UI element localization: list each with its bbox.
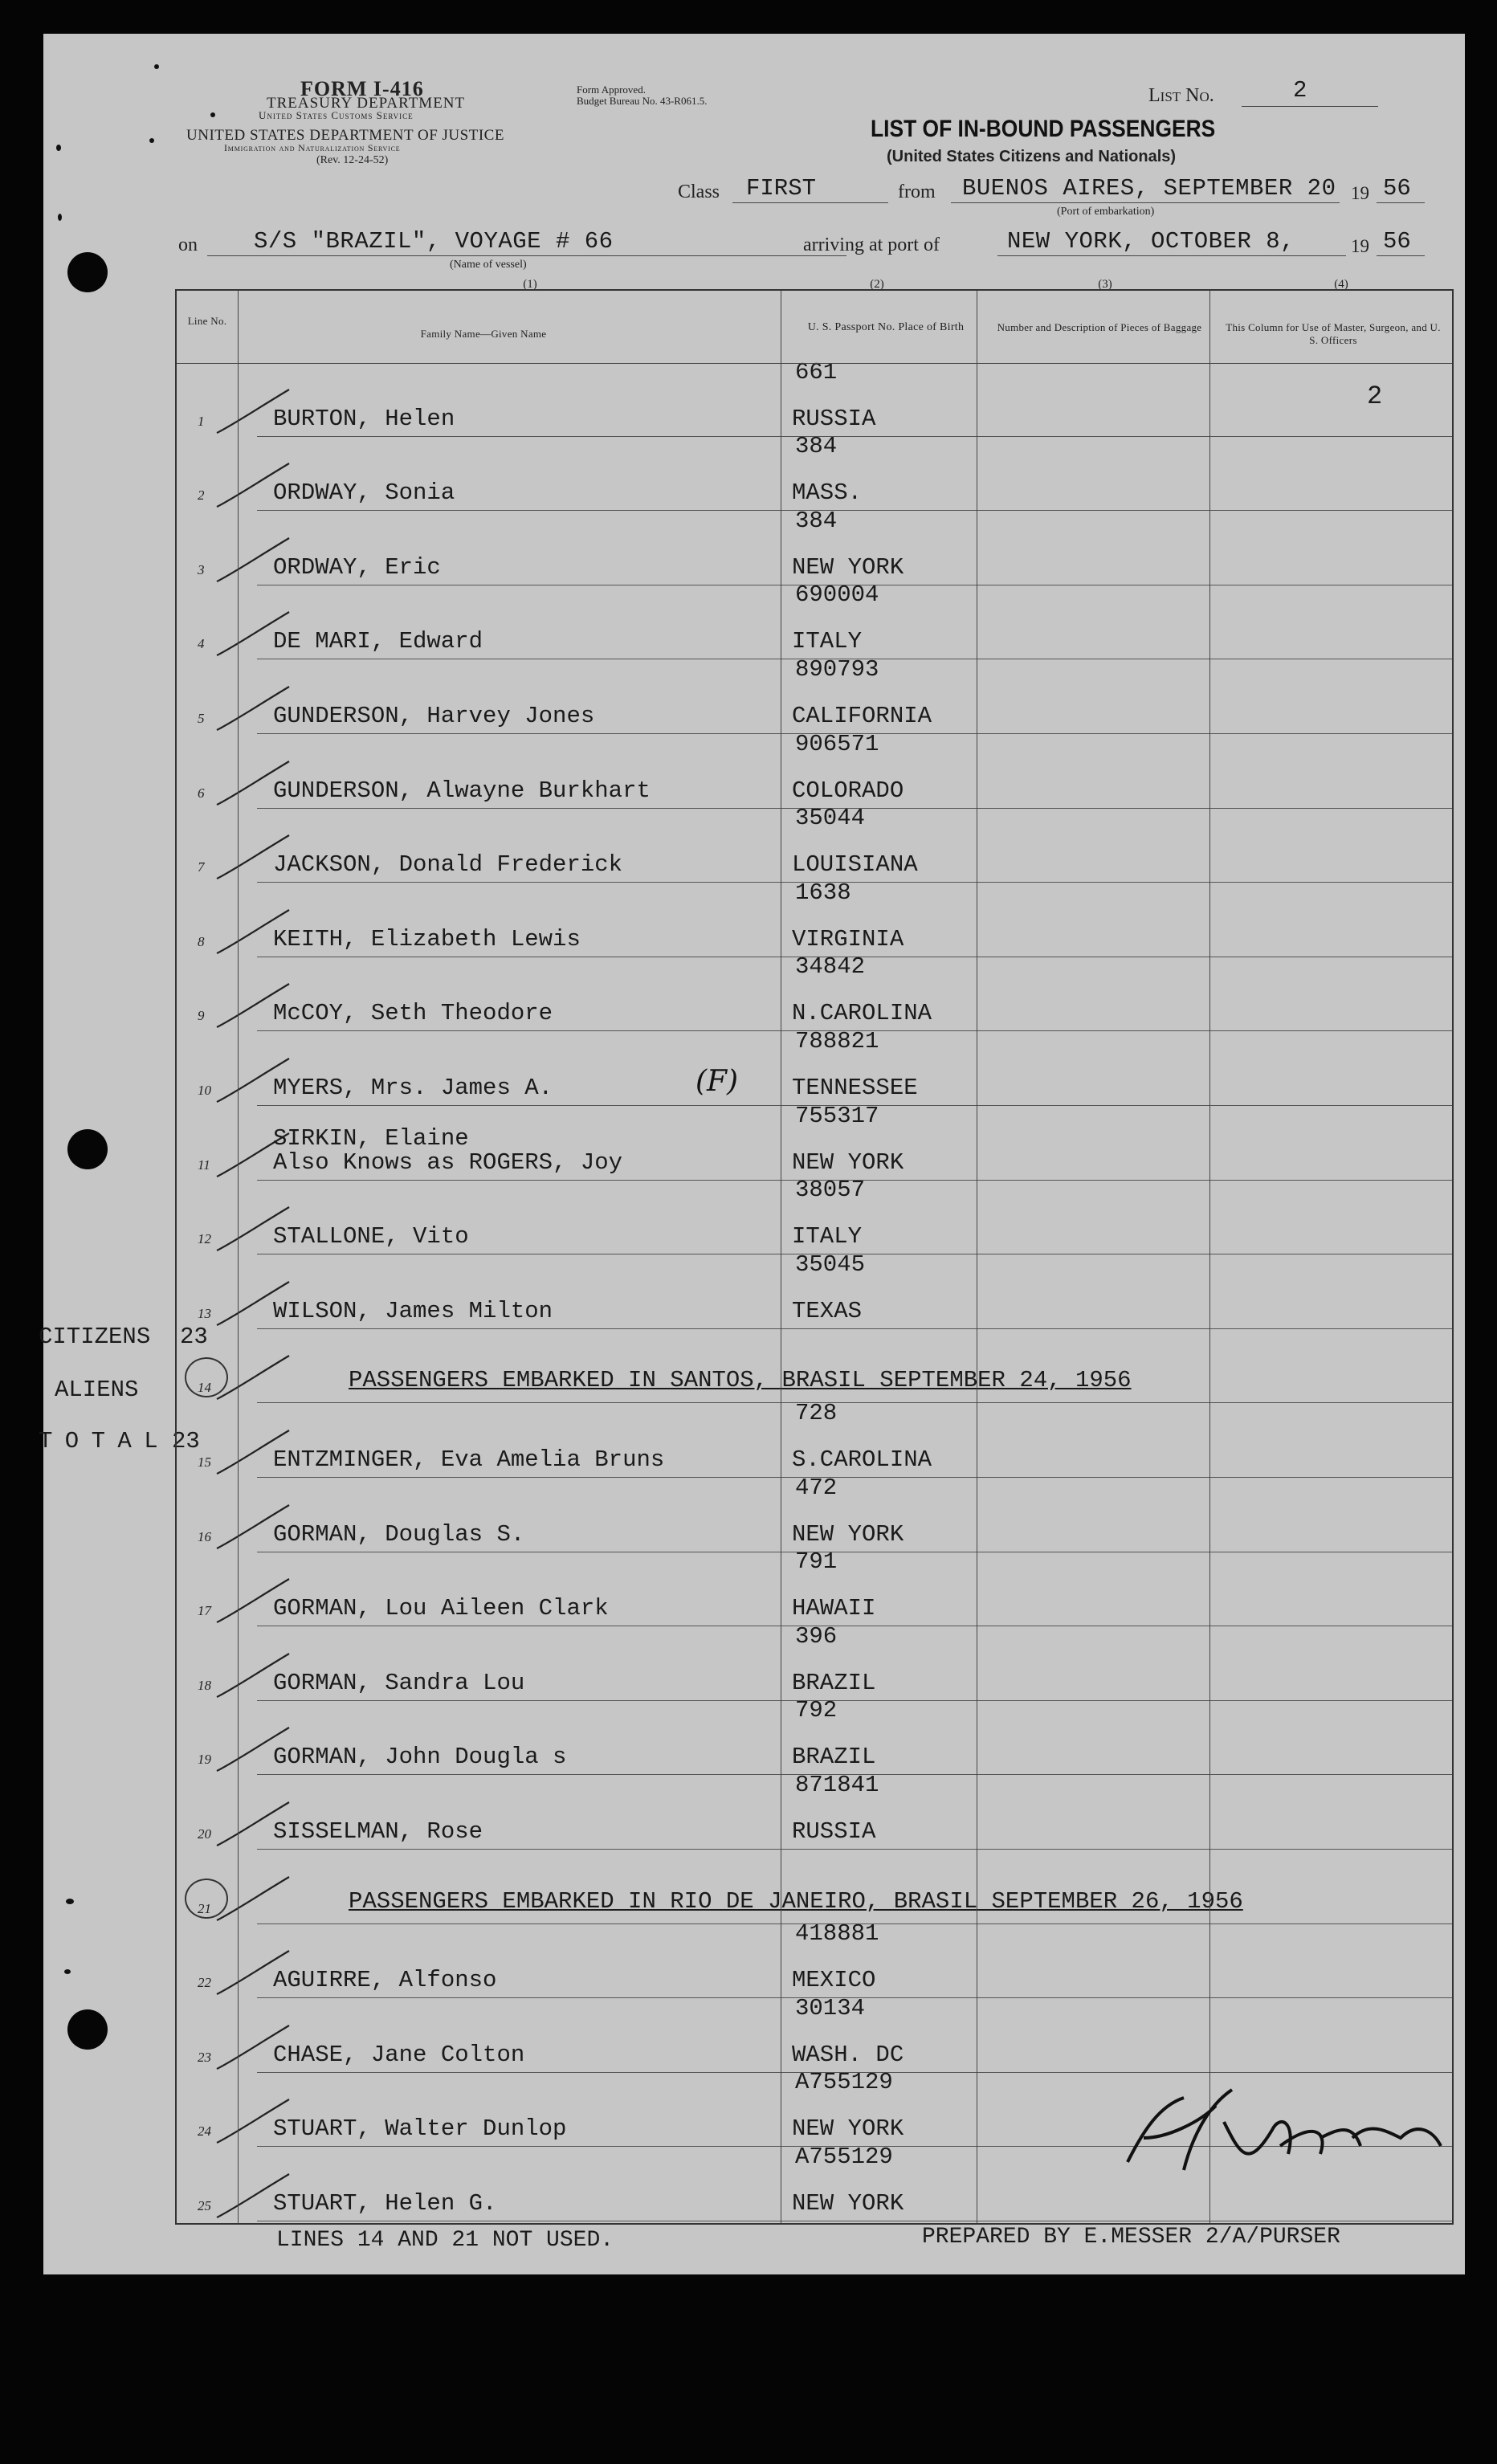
passport-number: A755129 [795, 2144, 893, 2170]
passenger-name: GUNDERSON, Harvey Jones [273, 702, 595, 729]
header-line-no: Line No. [187, 315, 227, 327]
line-number: 21 [198, 1900, 211, 1916]
table-row [177, 1920, 1452, 2000]
row-divider [257, 1477, 1452, 1478]
customs-service: United States Customs Service [259, 109, 414, 121]
treasury-dept: TREASURY DEPARTMENT [267, 95, 466, 112]
speck [66, 1899, 74, 1904]
header-passport: U. S. Passport No. Place of Birth [807, 321, 965, 333]
from-label: from [898, 182, 936, 202]
passport-number: 755317 [795, 1102, 879, 1129]
place-of-birth: NEW YORK [792, 1148, 904, 1176]
citizens-label: CITIZENS [39, 1324, 151, 1350]
form-approved: Form Approved. [577, 84, 646, 96]
passenger-name: SIRKIN, Elaine [273, 1124, 469, 1152]
place-of-birth: RUSSIA [792, 1817, 876, 1845]
section-heading: PASSENGERS EMBARKED IN SANTOS, BRASIL SEPTEMBER 24, 1956 [349, 1367, 1132, 1394]
line-number: 2 [198, 487, 205, 504]
col-num-2: (2) [870, 278, 884, 291]
table-row [177, 1850, 1452, 1925]
passenger-name: MYERS, Mrs. James A. [273, 1074, 553, 1101]
speck [64, 1969, 71, 1974]
passport-number: 418881 [795, 1920, 879, 1948]
passenger-name: JACKSON, Donald Frederick [273, 851, 623, 879]
from-year-line [1377, 202, 1425, 203]
line-number: 5 [198, 710, 205, 726]
passport-number: 871841 [795, 1772, 879, 1798]
table-row [177, 879, 1452, 958]
place-of-birth: S.CAROLINA [792, 1446, 932, 1473]
form-page [39, 34, 1465, 2274]
passenger-name: McCOY, Seth Theodore [273, 1000, 553, 1027]
place-of-birth: CALIFORNIA [792, 702, 932, 729]
signature [1112, 2074, 1449, 2186]
place-of-birth: WASH. DC [792, 2041, 904, 2068]
place-of-birth: BRAZIL [792, 1669, 876, 1696]
passenger-table [175, 289, 1454, 2225]
class-label: Class [678, 182, 720, 202]
table-row [177, 1102, 1452, 1181]
list-no-value: 2 [1293, 77, 1307, 104]
passenger-name: WILSON, James Milton [273, 1297, 553, 1324]
line-number: 17 [198, 1603, 211, 1619]
col-num-1: (1) [523, 278, 537, 291]
row-divider [257, 436, 1452, 437]
line-number: 24 [198, 2123, 211, 2140]
header-divider [177, 363, 1452, 364]
passport-number: 35045 [795, 1250, 866, 1278]
line-number: 22 [198, 1975, 211, 1991]
row-divider [257, 882, 1452, 883]
line-number: 16 [198, 1528, 211, 1544]
table-row [177, 1330, 1452, 1405]
line-number: 19 [198, 1752, 211, 1768]
circled-line-number [185, 1879, 228, 1919]
section-heading: PASSENGERS EMBARKED IN RIO DE JANEIRO, BRASIL SEPTEMBER 26, 1956 [349, 1887, 1243, 1915]
place-of-birth: LOUISIANA [792, 851, 918, 879]
passport-number: 792 [795, 1697, 838, 1724]
total-label: T O T A L [39, 1428, 157, 1454]
place-of-birth: TENNESSEE [792, 1074, 918, 1101]
speck [154, 64, 159, 69]
passport-number: 384 [795, 433, 838, 460]
table-row [177, 953, 1452, 1033]
line-number: 13 [198, 1305, 211, 1321]
col-divider [238, 291, 239, 2223]
punch-hole-bottom [67, 2009, 108, 2050]
passenger-name: GORMAN, Sandra Lou [273, 1669, 525, 1696]
passenger-name: KEITH, Elizabeth Lewis [273, 925, 581, 953]
vessel-line [207, 255, 846, 256]
list-title: LIST OF IN-BOUND PASSENGERS [871, 116, 1216, 142]
punch-hole-middle [67, 1129, 108, 1169]
passport-number: 34842 [795, 953, 866, 981]
passenger-name: ENTZMINGER, Eva Amelia Bruns [273, 1446, 665, 1473]
class-line [732, 202, 888, 203]
total-count: 23 [172, 1428, 200, 1454]
passenger-name: STALLONE, Vito [273, 1223, 469, 1250]
revision: (Rev. 12-24-52) [316, 154, 389, 166]
arriving-year-label: 19 [1351, 236, 1369, 256]
table-row [177, 1474, 1452, 1553]
table-row [177, 1028, 1452, 1107]
place-of-birth: ITALY [792, 628, 863, 655]
row-divider [257, 1700, 1452, 1701]
col-num-3: (3) [1098, 278, 1112, 291]
passenger-name: ORDWAY, Sonia [273, 479, 455, 507]
place-of-birth: NEW YORK [792, 2189, 904, 2217]
passport-number: 38057 [795, 1177, 866, 1204]
place-of-birth: NEW YORK [792, 2115, 904, 2143]
arriving-value: NEW YORK, OCTOBER 8, [1007, 228, 1295, 255]
line-number: 18 [198, 1677, 211, 1693]
list-no-line [1242, 106, 1378, 107]
passport-number: 890793 [795, 656, 879, 683]
table-row [177, 581, 1452, 661]
aliens-label: ALIENS [55, 1377, 139, 1403]
place-of-birth: TEXAS [792, 1297, 863, 1324]
passenger-name: AGUIRRE, Alfonso [273, 1967, 497, 1994]
passenger-name: GORMAN, Lou Aileen Clark [273, 1595, 609, 1622]
line-number: 4 [198, 636, 205, 652]
form-number: FORM I-416 [300, 77, 424, 100]
place-of-birth: COLORADO [792, 777, 904, 804]
place-of-birth: VIRGINIA [792, 925, 904, 953]
line-number: 20 [198, 1826, 211, 1842]
prepared-by: PREPARED BY E.MESSER 2/A/PURSER [922, 2225, 1340, 2250]
table-row [177, 805, 1452, 884]
table-row [177, 1250, 1452, 1330]
table-row [177, 433, 1452, 512]
header-baggage: Number and Description of Pieces of Baggage [997, 321, 1202, 333]
punch-hole-top [67, 252, 108, 292]
table-row [177, 358, 1452, 438]
on-label: on [178, 235, 198, 255]
passenger-name: CHASE, Jane Colton [273, 2041, 525, 2068]
port-embark-caption: (Port of embarkation) [1057, 206, 1155, 218]
header-officers: This Column for Use of Master, Surgeon, and U. S. Officers [1226, 321, 1441, 346]
speck [210, 112, 215, 117]
passport-number: A755129 [795, 2069, 893, 2096]
class-value: FIRST [746, 175, 817, 202]
place-of-birth: MASS. [792, 479, 863, 507]
passenger-name: STUART, Walter Dunlop [273, 2115, 567, 2143]
col-divider [1209, 291, 1210, 2223]
table-row [177, 1697, 1452, 1777]
line-number: 3 [198, 561, 205, 577]
table-row [177, 656, 1452, 735]
passport-number: 472 [795, 1474, 838, 1501]
line-number: 6 [198, 785, 205, 801]
passport-number: 30134 [795, 1994, 866, 2021]
line-number: 23 [198, 2049, 211, 2065]
place-of-birth: ITALY [792, 1223, 863, 1250]
table-row [177, 730, 1452, 810]
arriving-line [997, 255, 1346, 256]
row-divider [257, 510, 1452, 511]
vessel-caption: (Name of vessel) [450, 259, 527, 271]
passenger-name: GUNDERSON, Alwayne Burkhart [273, 777, 651, 804]
table-row [177, 507, 1452, 586]
table-row [177, 1177, 1452, 1256]
line-number: 9 [198, 1008, 205, 1024]
table-row [177, 1994, 1452, 2074]
table-row [177, 1622, 1452, 1702]
col-num-4: (4) [1334, 278, 1348, 291]
vessel-value: S/S "BRAZIL", VOYAGE # 66 [254, 228, 614, 255]
passport-number: 661 [795, 358, 838, 386]
arriving-year: 56 [1383, 228, 1411, 255]
arriving-label: arriving at port of [803, 235, 940, 255]
footer-note: LINES 14 AND 21 NOT USED. [276, 2228, 614, 2253]
speck [58, 214, 62, 221]
speck [56, 145, 61, 151]
place-of-birth: NEW YORK [792, 553, 904, 581]
list-subtitle: (United States Citizens and Nationals) [887, 148, 1177, 165]
row-divider [257, 1849, 1452, 1850]
line-number: 15 [198, 1454, 211, 1470]
passenger-name: BURTON, Helen [273, 405, 455, 432]
passport-number: 1638 [795, 879, 851, 906]
arriving-year-line [1377, 255, 1425, 256]
place-of-birth: MEXICO [792, 1967, 876, 1994]
table-row [177, 1548, 1452, 1628]
line-number: 14 [198, 1380, 211, 1396]
passport-number: 906571 [795, 730, 879, 757]
line-number: 7 [198, 859, 205, 875]
from-value: BUENOS AIRES, SEPTEMBER 20 [962, 175, 1336, 202]
row-divider [257, 1328, 1452, 1329]
line-number: 10 [198, 1082, 211, 1098]
table-row [177, 1400, 1452, 1479]
passenger-name: GORMAN, John Dougla s [273, 1744, 567, 1771]
place-of-birth: NEW YORK [792, 1520, 904, 1548]
place-of-birth: BRAZIL [792, 1744, 876, 1771]
justice-dept: UNITED STATES DEPARTMENT OF JUSTICE [186, 127, 504, 144]
passport-number: 690004 [795, 581, 879, 609]
list-no-label: List No. [1148, 85, 1214, 106]
line-number: 11 [198, 1157, 210, 1173]
line-number: 8 [198, 933, 205, 949]
passenger-name: GORMAN, Douglas S. [273, 1520, 525, 1548]
ins-service: Immigration and Naturalization Service [224, 142, 401, 153]
header-name: Family Name—Given Name [420, 328, 547, 340]
from-year: 56 [1383, 175, 1411, 202]
handwritten-note: (F) [695, 1064, 739, 1098]
passport-number: 384 [795, 507, 838, 534]
place-of-birth: N.CAROLINA [792, 1000, 932, 1027]
from-year-label: 19 [1351, 183, 1369, 203]
passenger-name: STUART, Helen G. [273, 2189, 497, 2217]
passenger-alias: Also Knows as ROGERS, Joy [273, 1148, 623, 1176]
speck [149, 138, 154, 143]
budget-bureau: Budget Bureau No. 43-R061.5. [577, 95, 708, 107]
citizens-count: 23 [180, 1324, 208, 1350]
passport-number: 728 [795, 1400, 838, 1426]
row-divider [257, 1402, 1452, 1403]
passenger-name: ORDWAY, Eric [273, 553, 441, 581]
passport-number: 35044 [795, 805, 866, 832]
passport-number: 791 [795, 1548, 838, 1576]
line-number: 25 [198, 2197, 211, 2213]
passport-number: 788821 [795, 1028, 879, 1055]
passenger-name: SISSELMAN, Rose [273, 1817, 483, 1845]
line-number: 12 [198, 1231, 211, 1247]
from-line [951, 202, 1340, 203]
place-of-birth: RUSSIA [792, 405, 876, 432]
officer-column-mark: 2 [1367, 381, 1383, 411]
passenger-name: DE MARI, Edward [273, 628, 483, 655]
place-of-birth: HAWAII [792, 1595, 876, 1622]
table-row [177, 1772, 1452, 1850]
line-number: 1 [198, 413, 205, 429]
passport-number: 396 [795, 1622, 838, 1650]
